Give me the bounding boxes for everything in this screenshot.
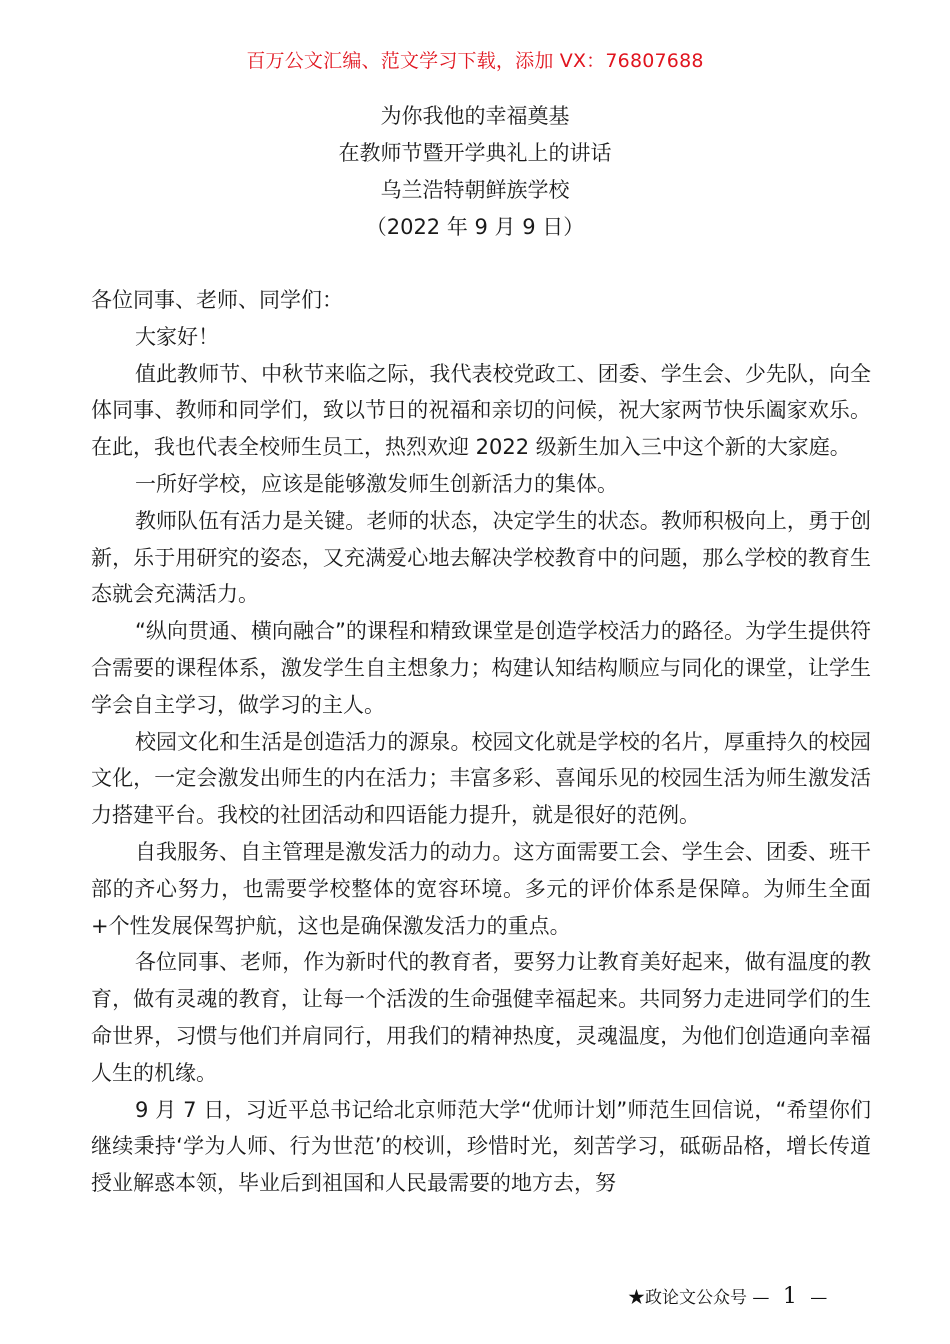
paragraph: 大家好！ <box>135 324 219 349</box>
paragraph: 值此教师节、中秋节来临之际，我代表校党政工、团委、学生会、少先队，向全体同事、教师和同学们，致以节日的祝福和亲切的问候，祝大家两节快乐阖家欢乐。在此，我也代表全校师生员工，热烈欢迎 2022 级新生加入三中这个新的大家庭。 <box>91 361 871 460</box>
paragraph: 一所好学校，应该是能够激发师生创新活力的集体。 <box>135 471 618 496</box>
footer-source: ★政论文公众号 <box>628 1288 747 1308</box>
speech-date: （2022 年 9 月 9 日） <box>365 215 585 239</box>
salutation: 各位同事、老师、同学们： <box>91 288 343 312</box>
footer-dash-right: — <box>810 1288 828 1308</box>
page-footer <box>628 1283 827 1309</box>
download-banner: 百万公文汇编、范文学习下载，添加 VX：76807688 <box>246 50 704 72</box>
paragraph: 教师队伍有活力是关键。老师的状态，决定学生的状态。教师积极向上，勇于创新，乐于用研究的姿态，又充满爱心地去解决学校教育中的问题，那么学校的教育生态就会充满活力。 <box>91 508 871 607</box>
school-name: 乌兰浩特朝鲜族学校 <box>380 178 570 202</box>
paragraph: 9 月 7 日，习近平总书记给北京师范大学“优师计划”师范生回信说，“希望你们继续秉持‘学为人师、行为世范’的校训，珍惜时光，刻苦学习，砥砺品格，增长传道授业解惑本领，毕业后到祖国和人民最需要的地方去，努 <box>91 1097 871 1196</box>
speech-title: 为你我他的幸福奠基 <box>380 104 570 128</box>
page-number: 1 <box>782 1284 797 1309</box>
speech-body <box>91 282 871 1202</box>
speech-subtitle: 在教师节暨开学典礼上的讲话 <box>338 141 612 165</box>
paragraph: “纵向贯通、横向融合”的课程和精致课堂是创造学校活力的路径。为学生提供符合需要的课程体系，激发学生自主想象力；构建认知结构顺应与同化的课堂，让学生学会自主学习，做学习的主人。 <box>91 619 871 717</box>
paragraph: 自我服务、自主管理是激发活力的动力。这方面需要工会、学生会、团委、班干部的齐心努力，也需要学校整体的宽容环境。多元的评价体系是保障。为师生全面+个性发展保驾护航，这也是确保激发活力的重点。 <box>91 839 871 938</box>
footer-dash-left: — <box>752 1288 770 1308</box>
paragraph: 各位同事、老师，作为新时代的教育者，要努力让教育美好起来，做有温度的教育，做有灵魂的教育，让每一个活泼的生命强健幸福起来。共同努力走进同学们的生命世界，习惯与他们并肩同行，用我们的精神热度，灵魂温度，为他们创造通向幸福人生的机缘。 <box>91 950 871 1085</box>
title-block <box>0 98 950 246</box>
paragraph: 校园文化和生活是创造活力的源泉。校园文化就是学校的名片，厚重持久的校园文化，一定会激发出师生的内在活力；丰富多彩、喜闻乐见的校园生活为师生激发活力搭建平台。我校的社团活动和四语能力提升，就是很好的范例。 <box>91 729 871 828</box>
